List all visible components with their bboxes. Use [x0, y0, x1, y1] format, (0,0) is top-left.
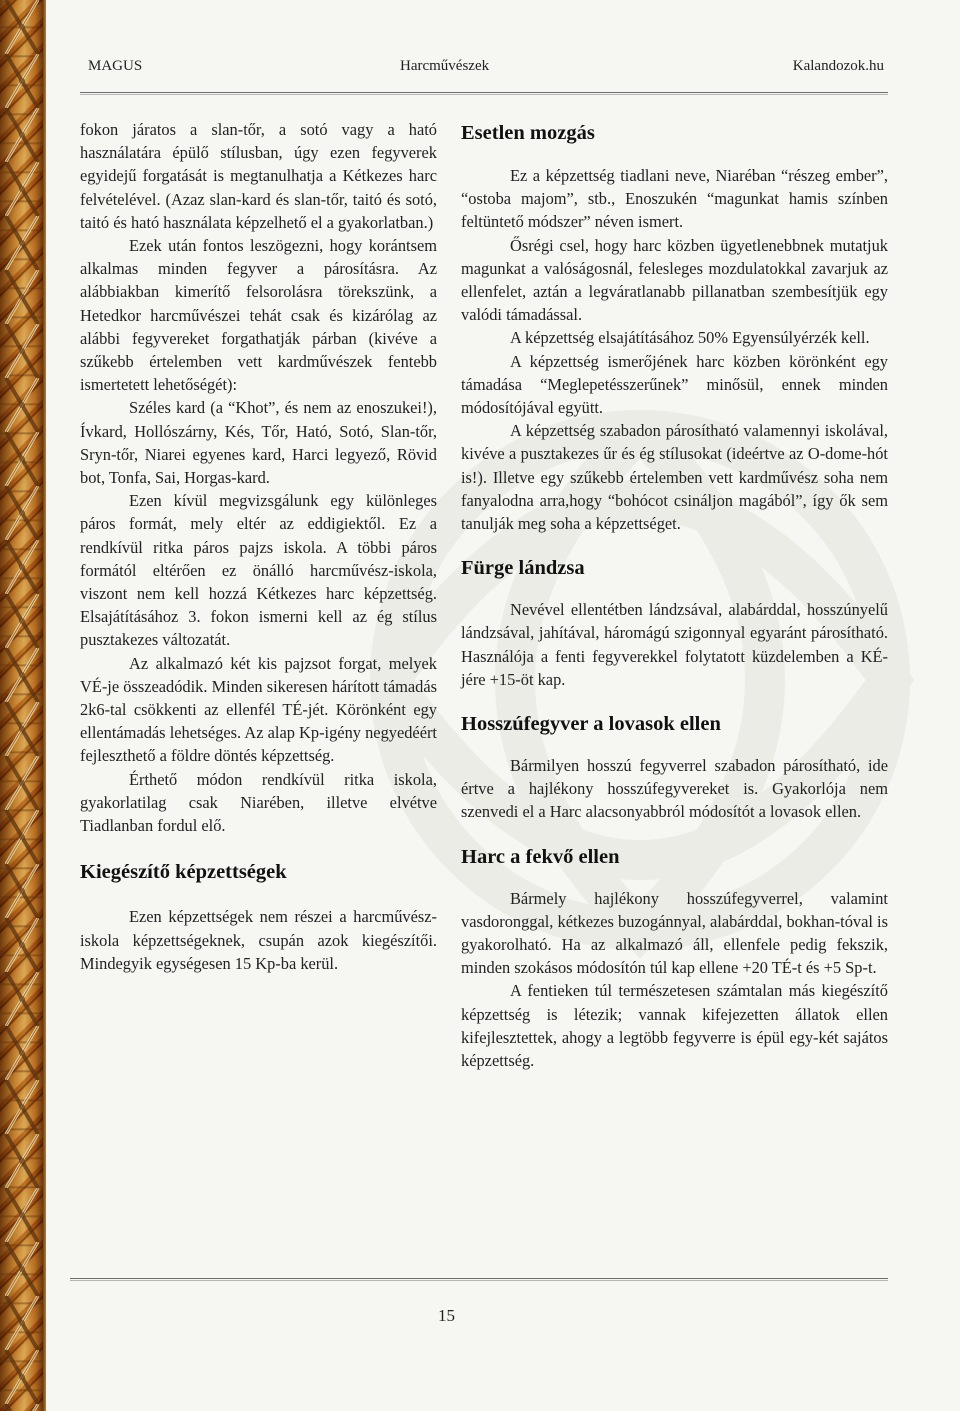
paragraph: Ezek után fontos leszögezni, hogy korántsem alkalmas minden fegyver a párosításra. Az alábbiakban kimerítő felsorolásra törekszünk, a Hetedkor harcművészei tehát csak és kizárólag az alábbi fegyvereket forgathatják párban (kivéve a szűkebb értelemben vett kardművészek fentebb ismertetett lehetőségét): [80, 236, 437, 395]
footer-rule [70, 1278, 888, 1279]
paragraph: A képzettség ismerőjének harc közben körönként egy támadása “Meglepetésszerűnek” minősül, ennek minden módosítójával együtt. [461, 351, 888, 418]
paragraph: fokon járatos a slan-tőr, a sotó vagy a ható használatára épülő stílusban, úgy ezen fegyverek egyidejű forgatását is megtanulhatja a Kétkezes harc felvételével. (Azaz slan-kard és slan-tőr, taitó és sotó, taitó és ható használata képzelhető el a gyakorlatban.) [80, 120, 437, 232]
header-right: Kalandozok.hu [792, 58, 884, 74]
paragraph: A fentieken túl természetesen számtalan más kiegészítő képzettség is létezik; vannak kifejezetten állatok ellen kifejlesztettek, ahogy a legtöbb fegyverre is épül egy-két sajátos képzettség. [461, 981, 888, 1071]
paragraph: Ősrégi csel, hogy harc közben ügyetlenebbnek mutatjuk magunkat a valóságosnál, felesleges mozdulatokkal zavarjuk az ellenfelet, aztán a legváratlanabb pillanatban szembesítjük egy valódi támadással. [461, 235, 888, 325]
header-rule-secondary [80, 94, 888, 95]
paragraph: Az alkalmazó két kis pajzsot forgat, melyek VÉ-je összeadódik. Minden sikeresen hárított támadás 2k6-tal csökkenti az ellenfél TÉ-jét. Körönként egy ellentámadás lehetséges. Az alap Kp-igény negyedéért fejleszthető a földre döntés képzettség. [80, 653, 437, 766]
paragraph: Nevével ellentétben lándzsával, alabárddal, hosszúnyelű lándzsával, jahítával, háromágú szigonnyal egyaránt párosítható. Használója a fenti fegyverekkel folytatott küzdelemben a KÉ-jére +15-öt kap. [461, 600, 888, 689]
paragraph: A képzettség szabadon párosítható valamennyi iskolával, kivéve a pusztakezes űr és ég stílusokat (ideértve az O-dome-hót is!). Illetve egy szűkebb értelemben vett kardművész soha nem fanyalodna arra,hogy “bohócot csináljon magából”, így ők sem tanulják meg soha a képzettséget. [461, 421, 888, 534]
paragraph: Ezen képzettségek nem részei a harcművész-iskola képzettségeknek, csupán azok kiegészítői. Mindegyik egységesen 15 Kp-ba kerül. [80, 907, 437, 973]
paragraph: Bármilyen hosszú fegyverrel szabadon párosítható, ide értve a hajlékony hosszúfegyvereket is. Gyakorlója nem szenvedi el a Harc alacsonyabbról módosítót a lovasok ellen. [461, 756, 888, 822]
celtic-knot-border [0, 0, 44, 1411]
section-heading-fekvo: Harc a fekvő ellen [461, 845, 620, 868]
left-column [80, 118, 437, 975]
page-header [80, 58, 884, 84]
paragraph: Széles kard (a “Khot”, és nem az enoszukei!), Ívkard, Hollószárny, Kés, Tőr, Ható, Sotó, Slan-tőr, Sryn-tőr, Niarei egyenes kard, Harci legyező, Rövid bot, Tonfa, Sai, Horgas-kard. [80, 398, 437, 488]
page-number: 15 [438, 1306, 455, 1325]
footer-rule-secondary [70, 1280, 888, 1281]
section-heading-kiegeszito: Kiegészítő képzettségek [80, 861, 287, 884]
header-center: Harcművészek [400, 58, 490, 74]
paragraph: A képzettség elsajátításához 50% Egyensúlyérzék kell. [510, 328, 870, 348]
paragraph: Ezen kívül megvizsgálunk egy különleges páros formát, mely eltér az eddigiektől. Ez a rendkívül ritka páros pajzs iskola. A többi páros formától eltérően ez önálló harcművész-iskola, viszont nem kell hozzá Kétkezes harc képzettség. Elsajátításához 3. fokon ismerni kell az ég stílus pusztakezes változatát. [80, 491, 437, 650]
section-heading-esetlen: Esetlen mozgás [461, 122, 595, 144]
section-heading-furge: Fürge lándzsa [461, 557, 585, 580]
section-heading-hosszu: Hosszúfegyver a lovasok ellen [461, 713, 721, 736]
paragraph: Ez a képzettség tiadlani neve, Niaréban “részeg ember”, “ostoba majom”, stb., Enoszukén “magunkat hamis színben feltüntető módszer” néven ismert. [461, 166, 888, 232]
right-column [461, 118, 888, 1072]
header-rule [80, 92, 888, 93]
header-left: MAGUS [88, 58, 143, 74]
paragraph: Bármely hajlékony hosszúfegyverrel, valamint vasdoronggal, kétkezes buzogánnyal, alabárddal, bokhan-tóval is gyakorolható. Ha az alkalmazó áll, ellenfele pedig fekszik, minden szokásos módosítón túl kap ellene +20 TÉ-t és +5 Sp-t. [461, 888, 888, 978]
paragraph: Érthető módon rendkívül ritka iskola, gyakorlatilag csak Niarében, illetve elvétve Tiadlanban fordul elő. [80, 769, 437, 836]
